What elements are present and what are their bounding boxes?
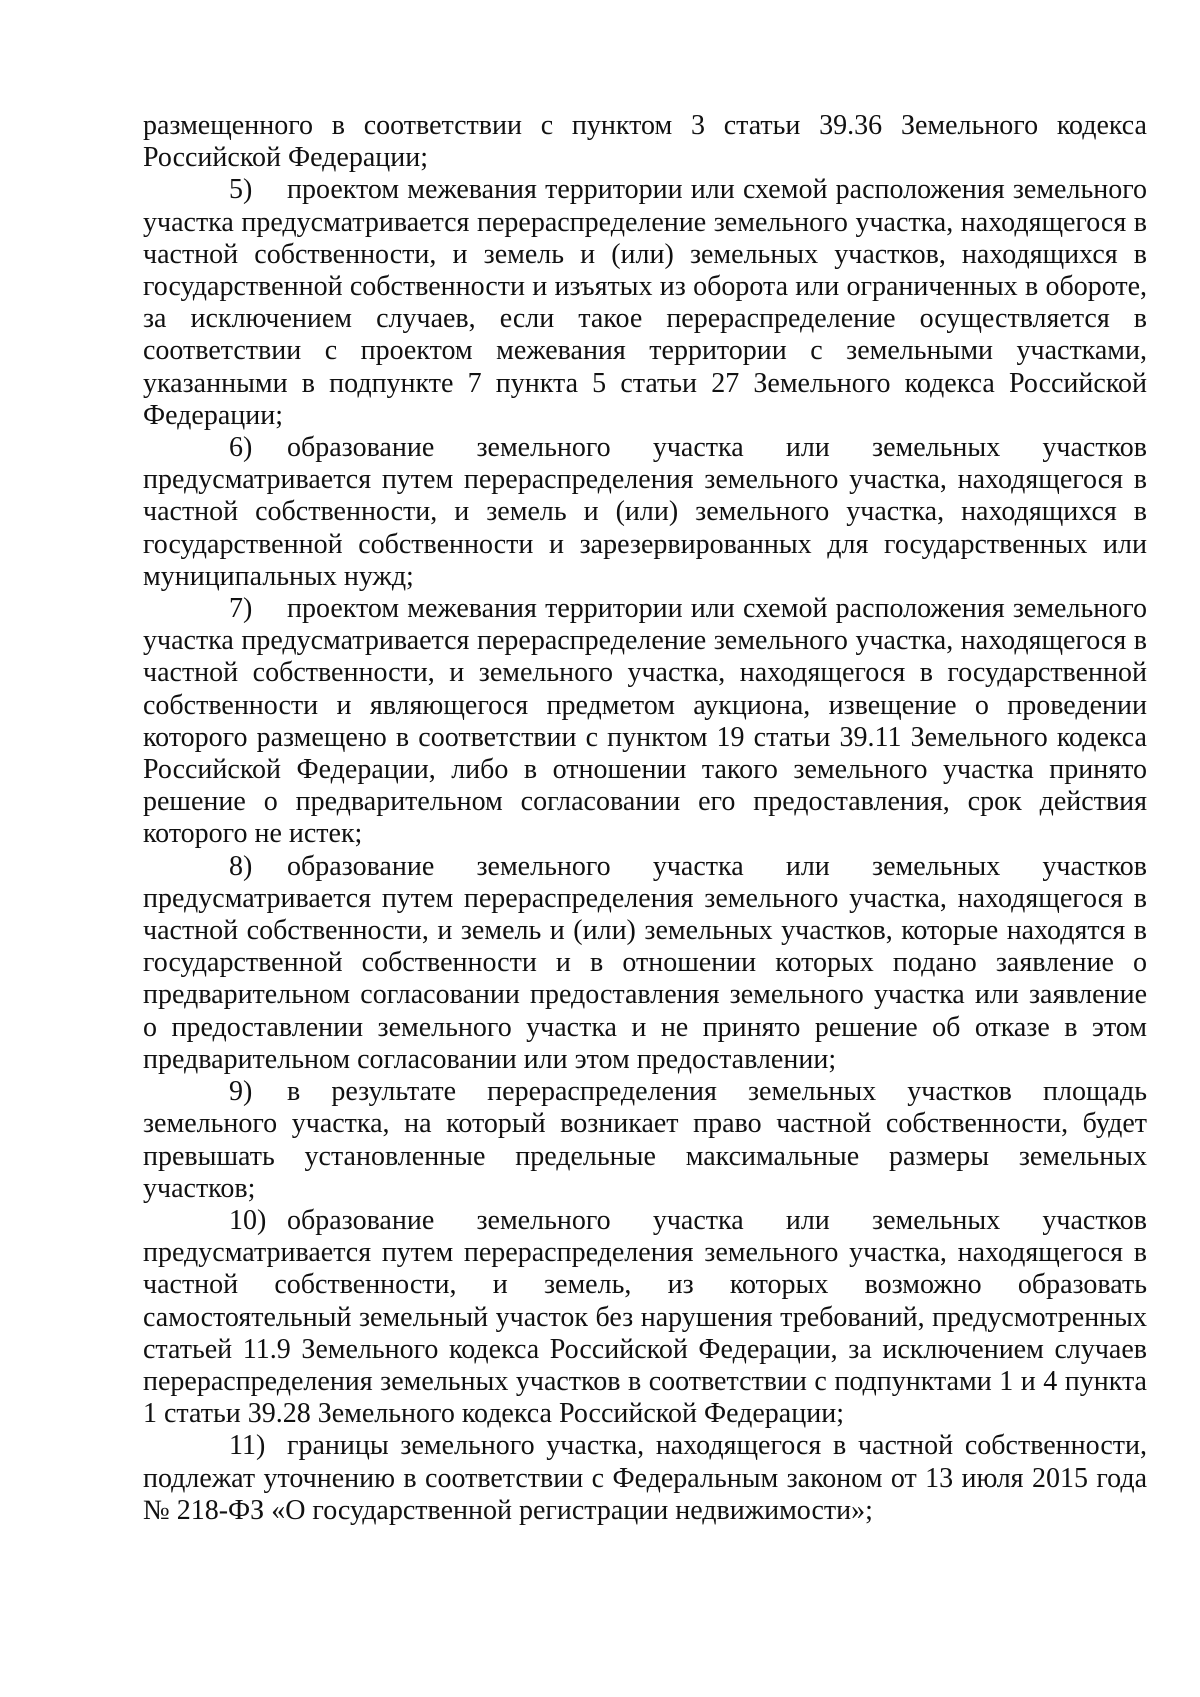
item-number: 11) <box>229 1430 266 1462</box>
list-item-8 <box>143 851 1147 1076</box>
item-text: образование земельного участка или земельных участков предусматривается путем перераспределения земельного участка, находящегося в частной собственности, и земель, из которых возможно образовать самостоятельный земельный участок без нарушения требований, предусмотренных статьей 11.9 Земельного кодекса Российской Федерации, за исключением случаев перераспределения земельных участков в соответствии с подпунктами 1 и 4 пункта 1 статьи 39.28 Земельного кодекса Российской Федерации; <box>143 1204 1147 1430</box>
item-number: 9) <box>229 1076 253 1108</box>
item-text: проектом межевания территории или схемой расположения земельного участка предусматривается перераспределение земельного участка, находящегося в частной собственности, и земельного участка, находящегося в государственной собственности и являющегося предметом аукциона, извещение о проведении которого размещено в соответствии с пунктом 19 статьи 39.11 Земельного кодекса Российской Федерации, либо в отношении такого земельного участка принято решение о предварительном согласовании его предоставления, срок действия которого не истек; <box>143 593 1147 850</box>
item-number: 10) <box>229 1204 267 1236</box>
item-text: образование земельного участка или земельных участков предусматривается путем перераспределения земельного участка, находящегося в частной собственности, и земель и (или) земельного участка, находящихся в государственной собственности и зарезервированных для государственных или муниципальных нужд; <box>143 432 1147 592</box>
item-text: образование земельного участка или земельных участков предусматривается путем перераспределения земельного участка, находящегося в частной собственности, и земель и (или) земельных участков, которые находятся в государственной собственности и в отношении которых подано заявление о предварительном согласовании предоставления земельного участка или заявление о предоставлении земельного участка и не принято решение об отказе в этом предварительном согласовании или этом предоставлении; <box>143 850 1147 1075</box>
item-number: 5) <box>229 174 253 206</box>
list-item-6 <box>143 432 1147 593</box>
document-page <box>143 110 1147 1527</box>
item-text: границы земельного участка, находящегося в частной собственности, подлежат уточнению в соответствии с Федеральным законом от 13 июля 2015 года № 218-ФЗ «О государственной регистрации недвижимости»; <box>143 1430 1147 1526</box>
list-item-9 <box>143 1076 1147 1205</box>
item-number: 8) <box>229 850 253 882</box>
list-item-11 <box>143 1430 1147 1527</box>
item-number: 6) <box>229 432 253 464</box>
item-number: 7) <box>229 593 253 625</box>
item-text: в результате перераспределения земельных участков площадь земельного участка, на который возникает право частной собственности, будет превышать установленные предельные максимальные размеры земельных участков; <box>143 1076 1147 1204</box>
list-item-5 <box>143 174 1147 432</box>
list-item-10 <box>143 1205 1147 1430</box>
item-text: проектом межевания территории или схемой расположения земельного участка предусматривается перераспределение земельного участка, находящегося в частной собственности, и земель и (или) земельных участков, находящихся в государственной собственности и изъятых из оборота или ограниченных в обороте, за исключением случаев, если такое перераспределение осуществляется в соответствии с проектом межевания территории с земельными участками, указанными в подпункте 7 пункта 5 статьи 27 Земельного кодекса Российской Федерации; <box>143 174 1147 431</box>
continuation-paragraph: размещенного в соответствии с пунктом 3 статьи 39.36 Земельного кодекса Российской Федерации; <box>143 110 1147 174</box>
list-item-7 <box>143 593 1147 851</box>
